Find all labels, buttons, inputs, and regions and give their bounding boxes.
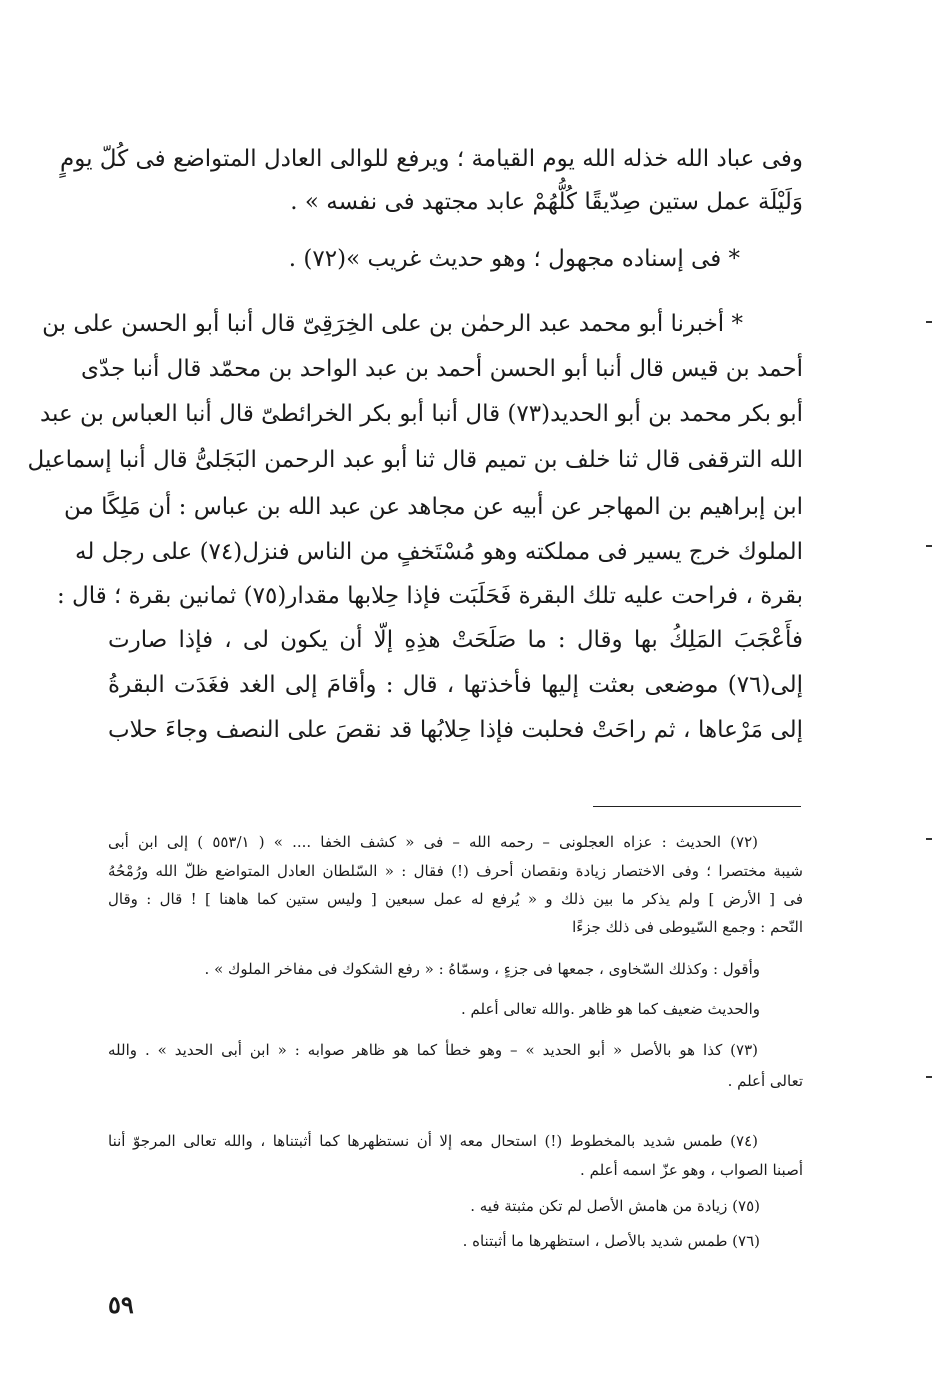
footnote-74-line-1: (٧٤) طمس شديد بالمخطوط (!) استحال معه إلا أن نستظهرها كما أثبتناها ، والله تعالى المرجوّ أننا [108,1132,758,1150]
body-line-6: أبو بكر محمد بن أبو الحديد(٧٣) قال أنبا أبو بكر الخرائطىّ قال أنبا العباس بن عبد [39,401,803,427]
footnote-73-line-1: (٧٣) كذا هو بالأصل « أبو الحديد » – وهو خطأ كما هو ظاهر صوابه : « ابن أبى الحديد » . والله [108,1041,758,1059]
body-line-3: * فى إسناده مجهول ؛ وهو حديث غريب »(٧٢) . [288,246,740,272]
body-line-8: ابن إبراهيم بن المهاجر عن أبيه عن مجاهد عن عبد الله بن عباس : أن مَلِكًا من [63,494,803,520]
footnote-74-line-2: أصبنا الصواب ، وهو عزّ اسمه أعلم . [580,1161,803,1179]
footnote-72-line-1: (٧٢) الحديث : عزاه العجلونى – رحمه الله – فى « كشف الخفا .... » ( ٥٥٣/١ ) إلى ابن أبى [108,833,758,851]
margin-mark [926,1076,932,1078]
body-line-7: الله الترقفى قال ثنا خلف بن تميم قال ثنا أبو عبد الرحمن البَجَلىُّ قال أنبا إسماعيل [27,447,803,473]
body-line-13: إلى مَرْعاها ، ثم راحَتْ فحلبت فإذا حِلابُها قد نقصَ على النصف وجاءَ حلاب [108,717,803,743]
margin-mark [926,321,932,323]
body-line-11: فأَعْجَبَ المَلِكُ بها وقال : ما صَلَحَتْ هذِهِ إلّا أن يكون لى ، فإذا صارت [108,627,803,653]
footnote-76: (٧٦) طمس شديد بالأصل ، استظهرها ما أثبتناه . [462,1232,760,1250]
footnote-72-line-4: النّحم : وجمع السّيوطى فى ذلك جزءًا [572,918,803,936]
margin-mark [926,838,932,840]
footnote-72-line-5: وأقول : وكذلك السّخاوى ، جمعها فى جزءٍ ، وسمّاهُ : « رفع الشكوك فى مفاخر الملوك » . [204,960,760,978]
body-line-4: * أخبرنا أبو محمد عبد الرحمٰن بن على الخِرَقِىّ قال أنبا أبو الحسن على بن [42,311,743,337]
body-line-2: وَلَيْلَة عمل ستين صِدّيقًا كُلُّهُمْ عابد مجتهد فى نفسه » . [290,189,803,215]
body-line-10: بقرة ، فراحت عليه تلك البقرة فَحَلَبَت فإذا حِلابها مقدار(٧٥) ثمانين بقرة ؛ قال : [56,583,803,609]
footnote-75: (٧٥) زيادة من هامش الأصل لم تكن مثبتة فيه . [470,1197,760,1215]
body-line-12: إلى(٧٦) موضعى بعثت إليها فأخذتها ، قال : وأقامَ إلى الغد فغَدَت البقرةُ [108,672,803,698]
margin-mark [926,545,932,547]
footnote-72-line-6: والحديث ضعيف كما هو ظاهر .والله تعالى أعلم . [461,1000,760,1018]
body-line-5: أحمد بن قيس قال أنبا أبو الحسن أحمد بن عبد الواحد بن محمّد قال أنبا جدّى [81,356,803,382]
footnote-72-line-2: شيبة مختصرا ؛ وفى الاختصار زيادة ونقصان أحرف (!) فقال : « السّلطان العادل المتواضع ظلّ الله ورُمْحُهُ [108,862,803,880]
body-line-9: الملوك خرج يسير فى مملكته وهو مُسْتَخفٍ من الناس فنزل(٧٤) على رجل له [75,539,803,565]
footnote-separator [593,806,801,807]
page-number: ٥٩ [108,1290,134,1319]
body-line-1: وفى عباد الله خذله الله يوم القيامة ؛ ويرفع للوالى العادل المتواضع فى كُلّ يومٍ [59,146,803,172]
footnote-72-line-3: فى [ الأرض ] ولم يذكر ما بين ذلك و « يُرفع له عمل سبعين [ وليس ستين كما هاهنا ] ! قال : وقال [108,890,803,908]
footnote-73-line-2: تعالى أعلم . [727,1072,803,1090]
